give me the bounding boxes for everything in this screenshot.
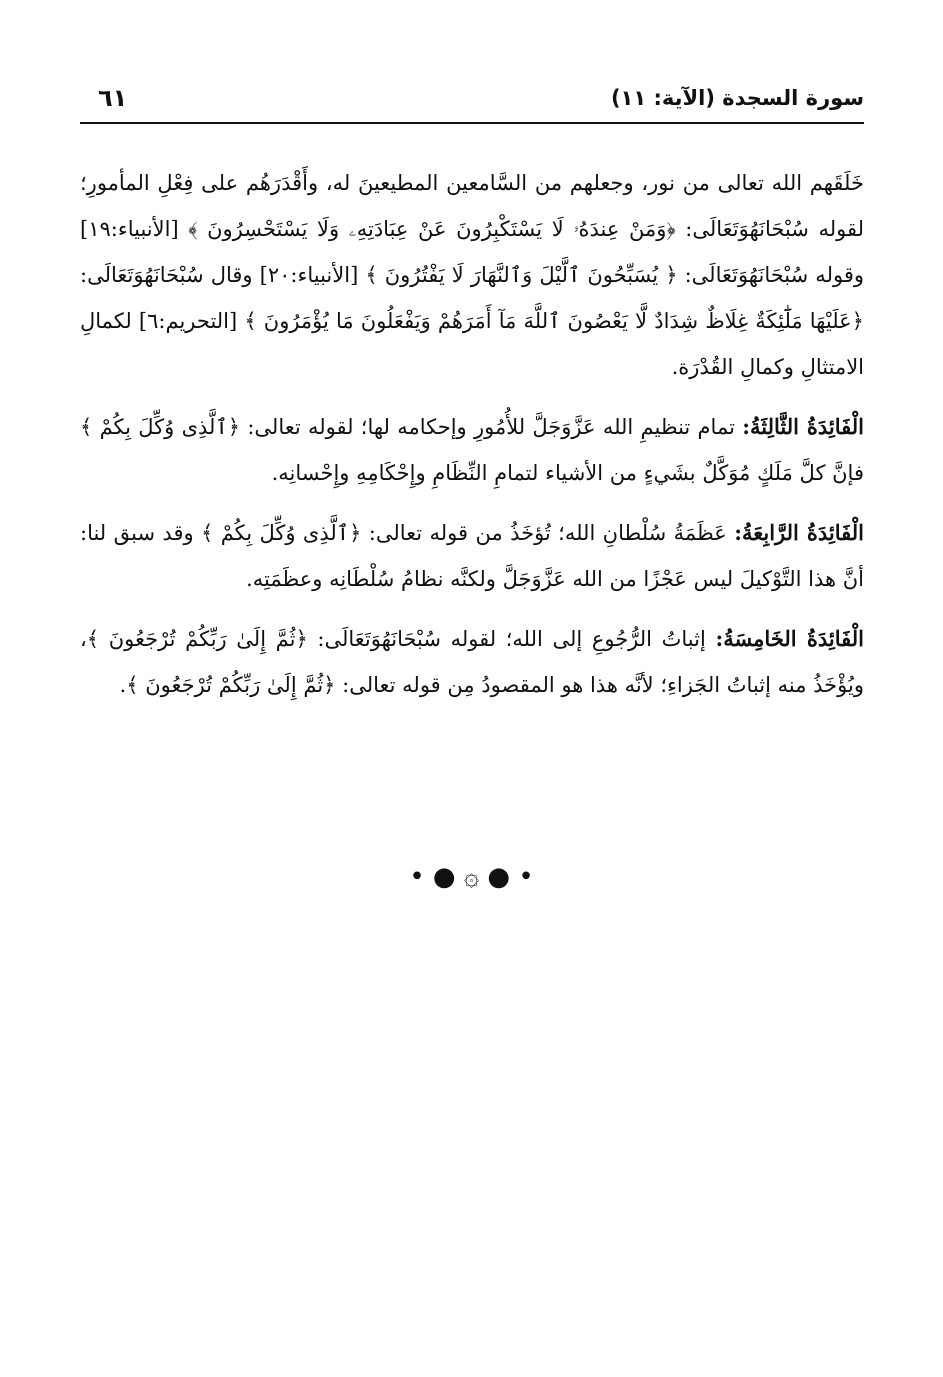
- benefit-third-heading: الْفَائِدَةُ الثَّالِثَةُ:: [742, 414, 864, 439]
- benefit-fourth-text: عَظَمَةُ سُلْطانِ الله؛ تُؤخَذُ من قوله تعالى: ﴿ٱلَّذِى وُكِّلَ بِكُمْ ﴾ وقد سبق لنا: أنَّ هذا التَّوْكيلَ ليس عَجْزًا من الله عَزَّوَجَلَّ ولكنَّه نظامُ سُلْطَانِه وعظَمَتِه.: [80, 521, 864, 591]
- benefit-fourth-heading: الْفَائِدَةُ الرَّابِعَةُ:: [734, 520, 864, 545]
- paragraph-continuation: خَلَقَهم الله تعالى من نور، وجعلهم من السَّامعين المطيعينَ له، وأَقْدَرَهُم على فِعْلِ المأمورِ؛ لقوله سُبْحَانَهُوَتَعَالَى: ﴿وَمَنْ عِندَهُۥ لَا يَسْتَكْبِرُونَ عَنْ عِبَادَتِهِۦ وَلَا يَسْتَحْسِرُونَ ﴾ [الأنبياء:١٩] وقوله سُبْحَانَهُوَتَعَالَى: ﴿ يُسَبِّحُونَ ٱلَّيْلَ وَٱلنَّهَارَ لَا يَفْتُرُونَ ﴾ [الأنبياء:٢٠] وقال سُبْحَانَهُوَتَعَالَى: ﴿عَلَيْهَا مَلَٰٓئِكَةٌ غِلَاظٌ شِدَادٌ لَّا يَعْصُونَ ٱللَّهَ مَآ أَمَرَهُمْ وَيَفْعَلُونَ مَا يُؤْمَرُونَ ﴾ [التحريم:٦] لكمالِ الامتثالِ وكمالِ القُدْرَة.: [80, 171, 864, 379]
- page-number: ٦١: [98, 84, 128, 112]
- benefit-fifth-paragraph: [80, 616, 864, 708]
- benefit-fifth-heading: الْفَائِدَةُ الخَامِسَةُ:: [715, 626, 864, 651]
- benefit-fourth-paragraph: [80, 510, 864, 602]
- page-body: [80, 160, 864, 722]
- benefit-third-paragraph: [80, 404, 864, 496]
- section-end-ornament: • ● ۞ ● •: [409, 862, 534, 892]
- page-header: [80, 84, 864, 120]
- benefit-third-text: تمام تنظيمِ الله عَزَّوَجَلَّ للأُمُورِ وإحكامه لها؛ لقوله تعالى: ﴿ٱلَّذِى وُكِّلَ بِكُمْ ﴾ فإنَّ كلَّ مَلَكٍ مُوَكَّلٌ بشَيءٍ من الأشياء لتمامِ النِّظَامِ وإِحْكَامِهِ وإِحْسانِه.: [80, 415, 864, 485]
- header-divider: [80, 122, 864, 124]
- benefit-fifth-text: إثباتُ الرُّجُوعِ إلى الله؛ لقوله سُبْحَانَهُوَتَعَالَى: ﴿ثُمَّ إِلَىٰ رَبِّكُمْ تُرْجَعُونَ ﴾، ويُؤْخَذُ منه إثباتُ الجَزاءِ؛ لأنَّه هذا هو المقصودُ مِن قوله تعالى: ﴿ثُمَّ إِلَىٰ رَبِّكُمْ تُرْجَعُونَ ﴾.: [80, 627, 864, 697]
- running-title: سورة السجدة (الآية: ١١): [610, 86, 864, 110]
